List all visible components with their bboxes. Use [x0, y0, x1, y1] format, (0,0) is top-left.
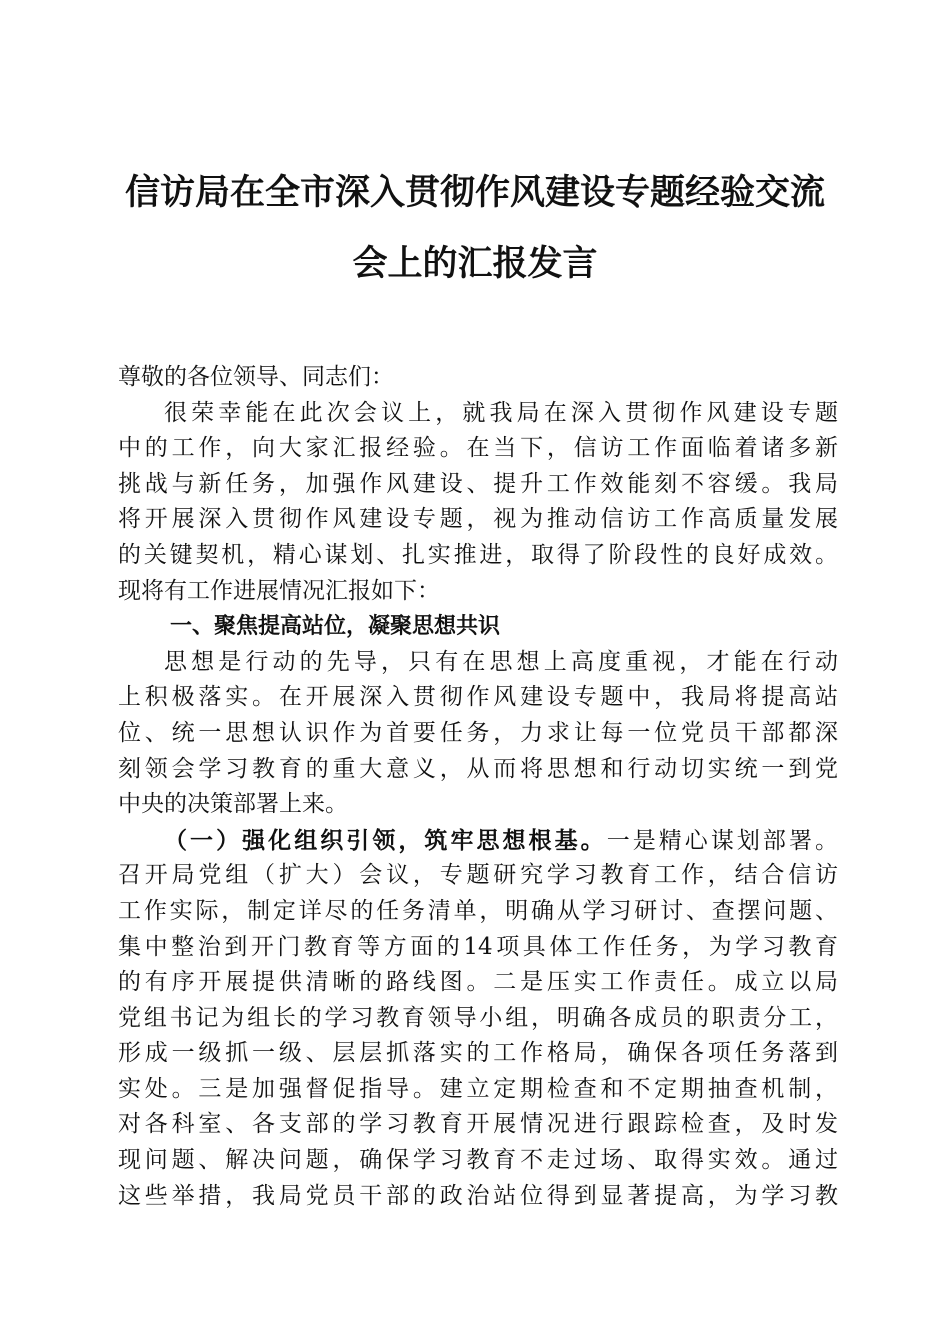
section-heading: 一、聚焦提高站位，凝聚思想共识 — [170, 614, 501, 640]
paragraph-line: 位、统一思想认识作为首要任务，力求让每一位党员干部都深 — [118, 719, 838, 746]
document-body — [118, 360, 838, 1214]
paragraph-line: 召开局党组（扩大）会议，专题研究学习教育工作，结合信访 — [118, 862, 838, 889]
document-title-line-1: 信访局在全市深入贯彻作风建设专题经验交流 — [124, 172, 825, 213]
paragraph-line: 上积极落实。在开展深入贯彻作风建设专题中，我局将提高站 — [118, 684, 838, 711]
subsection-first-rest: 一是精心谋划部署。 — [606, 827, 839, 854]
subsection-first-line — [118, 823, 838, 859]
paragraph-line: 集中整治到开门教育等方面的14项具体工作任务，为学习教育 — [118, 933, 838, 960]
paragraph-line: 实处。三是加强督促指导。建立定期检查和不定期抽查机制， — [118, 1075, 838, 1102]
paragraph-line: 挑战与新任务，加强作风建设、提升工作效能刻不容缓。我局 — [118, 470, 838, 497]
paragraph-line: 思想是行动的先导，只有在思想上高度重视，才能在行动 — [164, 648, 838, 675]
paragraph-line: 将开展深入贯彻作风建设专题，视为推动信访工作高质量发展 — [118, 506, 838, 533]
paragraph-line: 的有序开展提供清晰的路线图。二是压实工作责任。成立以局 — [118, 969, 838, 996]
salutation: 尊敬的各位领导、同志们： — [118, 364, 394, 390]
paragraph-line: 形成一级抓一级、层层抓落实的工作格局，确保各项任务落到 — [118, 1040, 838, 1067]
paragraph-line: 刻领会学习教育的重大意义，从而将思想和行动切实统一到党 — [118, 755, 838, 782]
subsection-title: （一）强化组织引领，筑牢思想根基。 — [164, 826, 607, 854]
paragraph-line: 党组书记为组长的学习教育领导小组，明确各成员的职责分工， — [118, 1004, 838, 1031]
document-title-line-2: 会上的汇报发言 — [352, 243, 598, 284]
paragraph-line: 这些举措，我局党员干部的政治站位得到显著提高，为学习教 — [118, 1182, 838, 1209]
paragraph-line: 很荣幸能在此次会议上，就我局在深入贯彻作风建设专题 — [164, 399, 838, 426]
paragraph-line: 工作实际，制定详尽的任务清单，明确从学习研讨、查摆问题、 — [118, 897, 838, 924]
paragraph-line: 的关键契机，精心谋划、扎实推进，取得了阶段性的良好成效。 — [118, 541, 838, 568]
paragraph-line: 对各科室、各支部的学习教育开展情况进行跟踪检查，及时发 — [118, 1111, 838, 1138]
paragraph-line: 中央的决策部署上来。 — [118, 791, 348, 818]
paragraph-line: 现问题、解决问题，确保学习教育不走过场、取得实效。通过 — [118, 1147, 838, 1174]
paragraph-line: 中的工作，向大家汇报经验。在当下，信访工作面临着诸多新 — [118, 435, 838, 462]
paragraph-line: 现将有工作进展情况汇报如下： — [118, 577, 440, 604]
